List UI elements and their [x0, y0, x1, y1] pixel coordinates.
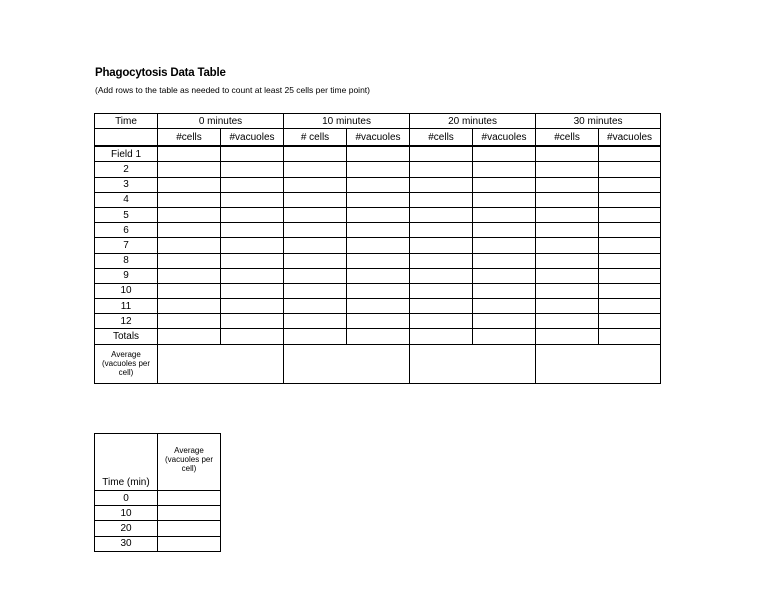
average-cell[interactable] [410, 344, 536, 383]
data-cell[interactable] [410, 192, 473, 207]
data-cell[interactable] [347, 207, 410, 222]
table-row [95, 314, 661, 329]
data-cell[interactable] [536, 238, 599, 253]
data-cell[interactable] [473, 268, 536, 283]
data-cell[interactable] [347, 192, 410, 207]
sub-header-cell: #vacuoles [473, 129, 536, 147]
data-cell[interactable] [599, 207, 661, 222]
data-cell[interactable] [284, 223, 347, 238]
average-cell[interactable] [536, 344, 661, 383]
average-cell[interactable] [284, 344, 410, 383]
table-row [95, 207, 661, 222]
summary-time-cell: 20 [95, 521, 158, 536]
data-cell[interactable] [473, 192, 536, 207]
data-cell[interactable] [410, 283, 473, 298]
sub-header-cell: #vacuoles [599, 129, 661, 147]
data-cell[interactable] [347, 162, 410, 177]
data-cell[interactable] [158, 299, 221, 314]
data-cell[interactable] [284, 314, 347, 329]
data-cell[interactable] [158, 177, 221, 192]
data-cell[interactable] [347, 146, 410, 162]
data-cell[interactable] [347, 223, 410, 238]
summary-time-cell: 0 [95, 491, 158, 506]
summary-time-cell: 30 [95, 536, 158, 551]
data-cell[interactable] [599, 192, 661, 207]
data-cell[interactable] [410, 253, 473, 268]
data-cell[interactable] [158, 207, 221, 222]
data-cell[interactable] [221, 146, 284, 162]
data-cell[interactable] [536, 329, 599, 344]
data-cell[interactable] [347, 238, 410, 253]
data-cell[interactable] [221, 238, 284, 253]
data-cell[interactable] [347, 314, 410, 329]
summary-average-cell[interactable] [158, 521, 221, 536]
data-cell[interactable] [410, 299, 473, 314]
data-cell[interactable] [284, 207, 347, 222]
time-min-header: Time (min) [95, 434, 158, 491]
data-cell[interactable] [473, 162, 536, 177]
data-cell[interactable] [158, 162, 221, 177]
data-cell[interactable] [473, 329, 536, 344]
row-label: 8 [95, 253, 158, 268]
data-cell[interactable] [473, 238, 536, 253]
summary-row [95, 506, 221, 521]
row-label: 10 [95, 283, 158, 298]
data-cell[interactable] [158, 192, 221, 207]
data-cell[interactable] [473, 253, 536, 268]
row-label: Field 1 [95, 146, 158, 162]
summary-row [95, 491, 221, 506]
row-label: 11 [95, 299, 158, 314]
table-row [95, 268, 661, 283]
data-cell[interactable] [599, 329, 661, 344]
data-cell[interactable] [221, 299, 284, 314]
data-cell[interactable] [347, 177, 410, 192]
data-cell[interactable] [410, 177, 473, 192]
data-cell[interactable] [599, 253, 661, 268]
data-cell[interactable] [158, 238, 221, 253]
table-row [95, 253, 661, 268]
data-cell[interactable] [221, 223, 284, 238]
data-cell[interactable] [221, 253, 284, 268]
table-row [95, 192, 661, 207]
data-cell[interactable] [221, 268, 284, 283]
data-cell[interactable] [158, 223, 221, 238]
page-subtitle: (Add rows to the table as needed to count at least 25 cells per time point) [95, 85, 370, 95]
data-cell[interactable] [410, 314, 473, 329]
sub-header-cell: #cells [536, 129, 599, 147]
sub-header-cell: #cells [410, 129, 473, 147]
data-cell[interactable] [284, 299, 347, 314]
data-cell[interactable] [284, 329, 347, 344]
data-cell[interactable] [410, 162, 473, 177]
data-cell[interactable] [221, 177, 284, 192]
data-cell[interactable] [347, 253, 410, 268]
table-row [95, 283, 661, 298]
data-cell[interactable] [347, 268, 410, 283]
data-cell[interactable] [410, 146, 473, 162]
average-summary-table [94, 433, 221, 552]
data-cell[interactable] [158, 268, 221, 283]
data-cell[interactable] [473, 177, 536, 192]
data-cell[interactable] [221, 283, 284, 298]
data-cell[interactable] [221, 192, 284, 207]
average-header: Average (vacuoles per cell) [158, 434, 221, 491]
data-cell[interactable] [599, 162, 661, 177]
sub-header-cell: # cells [284, 129, 347, 147]
row-label: 2 [95, 162, 158, 177]
data-cell[interactable] [284, 177, 347, 192]
data-cell[interactable] [284, 192, 347, 207]
data-cell[interactable] [221, 329, 284, 344]
row-label: 7 [95, 238, 158, 253]
data-cell[interactable] [473, 314, 536, 329]
time-point-header: 0 minutes [158, 114, 284, 129]
data-cell[interactable] [158, 283, 221, 298]
table-row [95, 146, 661, 162]
data-cell[interactable] [410, 223, 473, 238]
summary-average-cell[interactable] [158, 536, 221, 551]
data-cell[interactable] [536, 177, 599, 192]
row-label: 5 [95, 207, 158, 222]
time-header-cell: Time [95, 114, 158, 129]
sub-header-cell: #vacuoles [221, 129, 284, 147]
data-cell[interactable] [347, 283, 410, 298]
summary-row [95, 536, 221, 551]
summary-row [95, 521, 221, 536]
row-label: 12 [95, 314, 158, 329]
summary-time-cell: 10 [95, 506, 158, 521]
data-cell[interactable] [347, 299, 410, 314]
data-cell[interactable] [536, 162, 599, 177]
table-row [95, 223, 661, 238]
data-cell[interactable] [599, 283, 661, 298]
data-cell[interactable] [347, 329, 410, 344]
time-point-header: 20 minutes [410, 114, 536, 129]
table-row [95, 238, 661, 253]
time-point-header: 10 minutes [284, 114, 410, 129]
blank-header-cell [95, 129, 158, 147]
summary-average-cell[interactable] [158, 506, 221, 521]
row-label: 6 [95, 223, 158, 238]
data-cell[interactable] [536, 253, 599, 268]
table-row [95, 162, 661, 177]
data-cell[interactable] [410, 268, 473, 283]
data-cell[interactable] [158, 329, 221, 344]
data-cell[interactable] [284, 283, 347, 298]
average-row [95, 344, 661, 383]
data-cell[interactable] [221, 162, 284, 177]
data-cell[interactable] [158, 314, 221, 329]
data-cell[interactable] [599, 177, 661, 192]
data-cell[interactable] [536, 283, 599, 298]
data-cell[interactable] [536, 207, 599, 222]
summary-header-row [95, 434, 221, 491]
data-cell[interactable] [599, 223, 661, 238]
table-row [95, 329, 661, 344]
data-cell[interactable] [473, 223, 536, 238]
time-point-header: 30 minutes [536, 114, 661, 129]
phagocytosis-data-table [94, 113, 661, 384]
data-cell[interactable] [536, 146, 599, 162]
sub-header-row [95, 129, 661, 147]
data-cell[interactable] [410, 238, 473, 253]
data-cell[interactable] [473, 299, 536, 314]
average-cell[interactable] [158, 344, 284, 383]
time-header-row [95, 114, 661, 129]
data-cell[interactable] [410, 329, 473, 344]
data-cell[interactable] [599, 238, 661, 253]
row-label: 3 [95, 177, 158, 192]
page-title: Phagocytosis Data Table [95, 67, 226, 79]
data-cell[interactable] [473, 207, 536, 222]
data-cell[interactable] [284, 268, 347, 283]
table-row [95, 177, 661, 192]
data-cell[interactable] [284, 253, 347, 268]
data-cell[interactable] [158, 253, 221, 268]
data-cell[interactable] [599, 146, 661, 162]
table-row [95, 299, 661, 314]
data-cell[interactable] [599, 299, 661, 314]
average-label: Average (vacuoles per cell) [95, 344, 158, 383]
sub-header-cell: #vacuoles [347, 129, 410, 147]
sub-header-cell: #cells [158, 129, 221, 147]
row-label: 9 [95, 268, 158, 283]
data-cell[interactable] [221, 207, 284, 222]
data-cell[interactable] [410, 207, 473, 222]
data-cell[interactable] [473, 283, 536, 298]
row-label: Totals [95, 329, 158, 344]
data-cell[interactable] [536, 268, 599, 283]
data-cell[interactable] [536, 223, 599, 238]
row-label: 4 [95, 192, 158, 207]
data-cell[interactable] [158, 146, 221, 162]
data-cell[interactable] [284, 162, 347, 177]
summary-average-cell[interactable] [158, 491, 221, 506]
data-cell[interactable] [536, 192, 599, 207]
data-cell[interactable] [473, 146, 536, 162]
data-cell[interactable] [221, 314, 284, 329]
data-cell[interactable] [284, 146, 347, 162]
data-cell[interactable] [536, 314, 599, 329]
data-cell[interactable] [536, 299, 599, 314]
data-cell[interactable] [284, 238, 347, 253]
data-cell[interactable] [599, 314, 661, 329]
data-cell[interactable] [599, 268, 661, 283]
